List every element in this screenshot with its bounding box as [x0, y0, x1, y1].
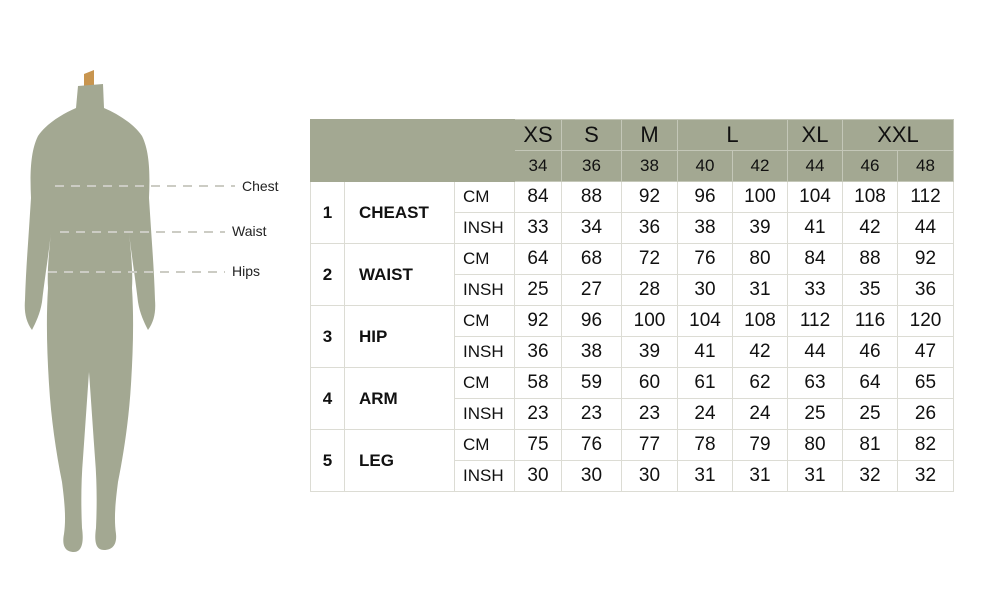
value-cell: 39 [733, 213, 788, 244]
value-cell: 72 [622, 244, 678, 275]
value-cell: 36 [898, 275, 954, 306]
table-row [311, 244, 954, 275]
value-cell: 77 [622, 430, 678, 461]
table-row [311, 430, 954, 461]
chest-label: Chest [242, 178, 279, 194]
value-cell: 104 [678, 306, 733, 337]
value-cell: 100 [622, 306, 678, 337]
size-label-cell: XL [788, 120, 843, 151]
size-label-cell: XXL [843, 120, 954, 151]
value-cell: 92 [515, 306, 562, 337]
measure-index-cell: 4 [311, 368, 345, 430]
value-cell: 32 [843, 461, 898, 492]
value-cell: 92 [898, 244, 954, 275]
value-cell: 36 [515, 337, 562, 368]
body-figure [0, 0, 300, 595]
value-cell: 34 [562, 213, 622, 244]
value-cell: 80 [733, 244, 788, 275]
unit-cell: INSH [455, 461, 515, 492]
unit-cell: INSH [455, 399, 515, 430]
value-cell: 65 [898, 368, 954, 399]
value-cell: 25 [515, 275, 562, 306]
value-cell: 38 [678, 213, 733, 244]
value-cell: 41 [788, 213, 843, 244]
value-cell: 36 [622, 213, 678, 244]
value-cell: 44 [788, 337, 843, 368]
value-cell: 30 [515, 461, 562, 492]
size-label-cell: XS [515, 120, 562, 151]
value-cell: 31 [733, 461, 788, 492]
size-chart-table [310, 119, 954, 492]
value-cell: 64 [843, 368, 898, 399]
value-cell: 104 [788, 182, 843, 213]
value-cell: 79 [733, 430, 788, 461]
size-number-cell: 44 [788, 151, 843, 182]
measure-name-cell: LEG [345, 430, 455, 492]
size-label-cell: M [622, 120, 678, 151]
value-cell: 23 [622, 399, 678, 430]
value-cell: 33 [515, 213, 562, 244]
value-cell: 59 [562, 368, 622, 399]
value-cell: 80 [788, 430, 843, 461]
value-cell: 62 [733, 368, 788, 399]
value-cell: 31 [678, 461, 733, 492]
measure-index-cell: 2 [311, 244, 345, 306]
unit-cell: CM [455, 306, 515, 337]
value-cell: 96 [562, 306, 622, 337]
value-cell: 35 [843, 275, 898, 306]
unit-cell: INSH [455, 337, 515, 368]
value-cell: 92 [622, 182, 678, 213]
value-cell: 24 [733, 399, 788, 430]
value-cell: 31 [733, 275, 788, 306]
value-cell: 28 [622, 275, 678, 306]
size-number-cell: 48 [898, 151, 954, 182]
value-cell: 76 [678, 244, 733, 275]
value-cell: 30 [678, 275, 733, 306]
value-cell: 112 [788, 306, 843, 337]
table-row [311, 306, 954, 337]
size-number-cell: 40 [678, 151, 733, 182]
value-cell: 46 [843, 337, 898, 368]
unit-cell: CM [455, 430, 515, 461]
value-cell: 25 [843, 399, 898, 430]
value-cell: 32 [898, 461, 954, 492]
value-cell: 30 [622, 461, 678, 492]
value-cell: 100 [733, 182, 788, 213]
hips-label: Hips [232, 263, 261, 279]
measure-index-cell: 3 [311, 306, 345, 368]
value-cell: 63 [788, 368, 843, 399]
body-silhouette [25, 84, 155, 552]
waist-label: Waist [232, 223, 267, 239]
value-cell: 30 [562, 461, 622, 492]
value-cell: 42 [843, 213, 898, 244]
value-cell: 27 [562, 275, 622, 306]
measure-index-cell: 5 [311, 430, 345, 492]
value-cell: 108 [733, 306, 788, 337]
value-cell: 23 [562, 399, 622, 430]
value-cell: 39 [622, 337, 678, 368]
value-cell: 116 [843, 306, 898, 337]
measure-name-cell: ARM [345, 368, 455, 430]
size-number-cell: 42 [733, 151, 788, 182]
size-number-cell: 34 [515, 151, 562, 182]
value-cell: 24 [678, 399, 733, 430]
value-cell: 58 [515, 368, 562, 399]
value-cell: 78 [678, 430, 733, 461]
unit-cell: CM [455, 182, 515, 213]
value-cell: 42 [733, 337, 788, 368]
measure-name-cell: CHEAST [345, 182, 455, 244]
value-cell: 88 [843, 244, 898, 275]
value-cell: 84 [515, 182, 562, 213]
value-cell: 60 [622, 368, 678, 399]
value-cell: 75 [515, 430, 562, 461]
measure-name-cell: HIP [345, 306, 455, 368]
value-cell: 44 [898, 213, 954, 244]
size-number-cell: 36 [562, 151, 622, 182]
value-cell: 33 [788, 275, 843, 306]
value-cell: 41 [678, 337, 733, 368]
value-cell: 108 [843, 182, 898, 213]
header-blank-cell [311, 120, 515, 182]
value-cell: 47 [898, 337, 954, 368]
measure-name-cell: WAIST [345, 244, 455, 306]
value-cell: 31 [788, 461, 843, 492]
value-cell: 26 [898, 399, 954, 430]
value-cell: 81 [843, 430, 898, 461]
unit-cell: INSH [455, 275, 515, 306]
value-cell: 38 [562, 337, 622, 368]
value-cell: 84 [788, 244, 843, 275]
value-cell: 76 [562, 430, 622, 461]
unit-cell: CM [455, 368, 515, 399]
value-cell: 61 [678, 368, 733, 399]
value-cell: 120 [898, 306, 954, 337]
unit-cell: CM [455, 244, 515, 275]
value-cell: 82 [898, 430, 954, 461]
size-label-row [311, 120, 954, 151]
size-number-cell: 46 [843, 151, 898, 182]
value-cell: 25 [788, 399, 843, 430]
unit-cell: INSH [455, 213, 515, 244]
size-label-cell: S [562, 120, 622, 151]
value-cell: 23 [515, 399, 562, 430]
size-label-cell: L [678, 120, 788, 151]
value-cell: 64 [515, 244, 562, 275]
size-number-cell: 38 [622, 151, 678, 182]
value-cell: 112 [898, 182, 954, 213]
value-cell: 68 [562, 244, 622, 275]
value-cell: 96 [678, 182, 733, 213]
table-row [311, 368, 954, 399]
value-cell: 88 [562, 182, 622, 213]
measure-index-cell: 1 [311, 182, 345, 244]
table-row [311, 182, 954, 213]
